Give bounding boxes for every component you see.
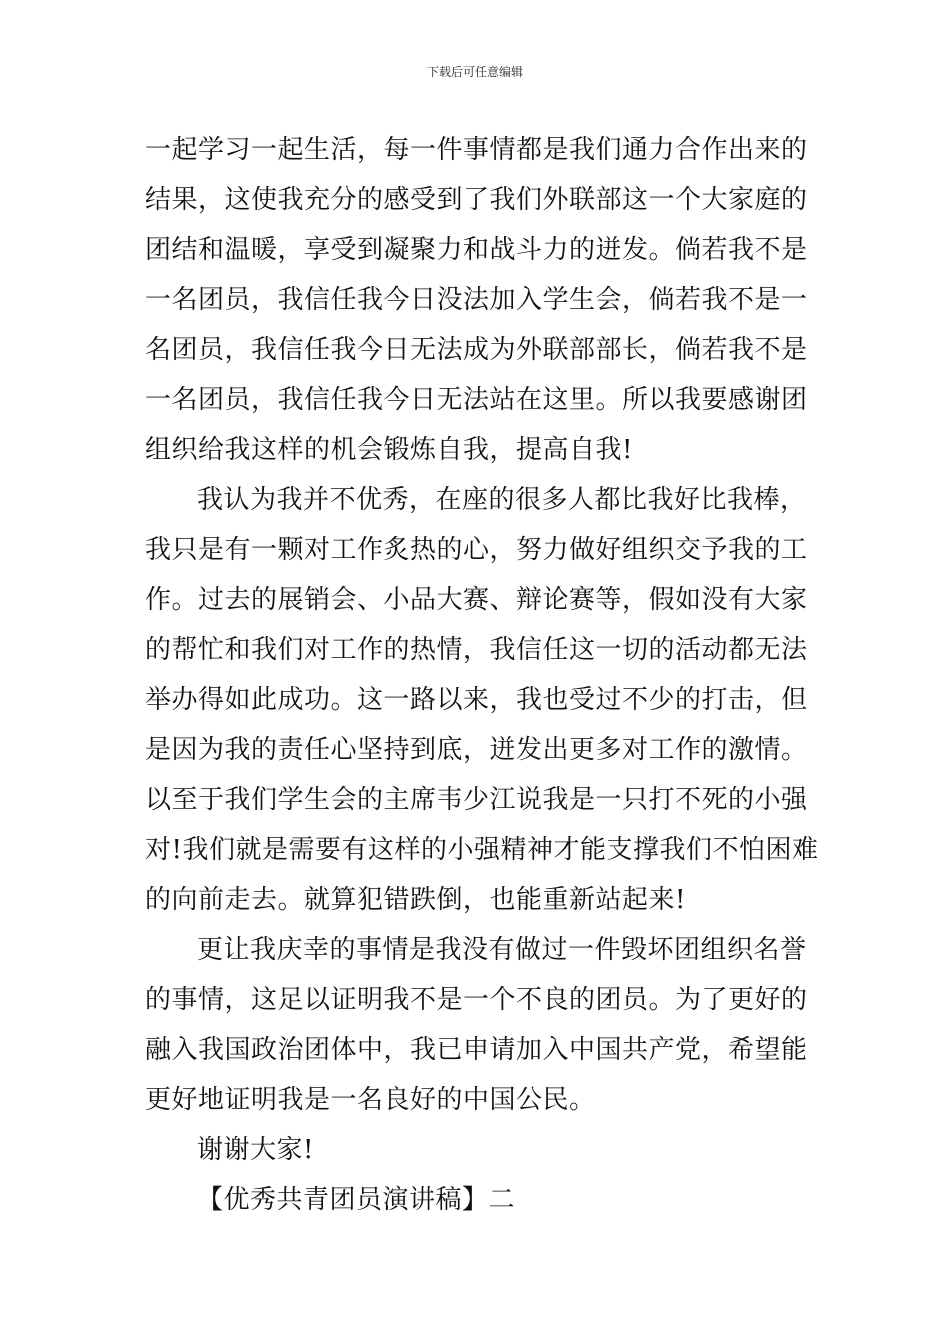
body-line: 融入我国政治团体中，我已申请加入中国共产党，希望能 [145,1035,808,1065]
body-line: 组织给我这样的机会锻炼自我，提高自我! [145,435,633,465]
thanks-line: 谢谢大家! [197,1135,314,1165]
document-body [145,125,819,1225]
body-line: 的帮忙和我们对工作的热情，我信任这一切的活动都无法 [145,635,808,665]
section-title: 【优秀共青团员演讲稿】二 [197,1185,516,1215]
body-line: 一名团员，我信任我今日没法加入学生会，倘若我不是一 [145,285,808,315]
body-line: 是因为我的责任心坚持到底，迸发出更多对工作的激情。 [145,735,808,765]
body-line: 团结和温暖，享受到凝聚力和战斗力的迸发。倘若我不是 [145,235,808,265]
body-line: 名团员，我信任我今日无法成为外联部部长，倘若我不是 [145,335,808,365]
body-line: 一名团员，我信任我今日无法站在这里。所以我要感谢团 [145,385,808,415]
body-line: 以至于我们学生会的主席韦少江说我是一只打不死的小强 [145,785,808,815]
body-line: 我只是有一颗对工作炙热的心，努力做好组织交予我的工 [145,535,808,565]
body-line: 举办得如此成功。这一路以来，我也受过不少的打击，但 [145,685,808,715]
body-line: 的事情，这足以证明我不是一个不良的团员。为了更好的 [145,985,808,1015]
body-line: 作。过去的展销会、小品大赛、辩论赛等，假如没有大家 [145,585,808,615]
body-line: 一起学习一起生活，每一件事情都是我们通力合作出来的 [145,135,808,165]
body-line: 的向前走去。就算犯错跌倒，也能重新站起来! [145,885,686,915]
body-line: 结果，这使我充分的感受到了我们外联部这一个大家庭的 [145,185,808,215]
body-line: 更好地证明我是一名良好的中国公民。 [145,1085,596,1115]
body-line: 对!我们就是需要有这样的小强精神才能支撑我们不怕困难 [145,835,819,865]
page-header: 下载后可任意编辑 [426,65,523,79]
paragraph-start-line: 我认为我并不优秀，在座的很多人都比我好比我棒， [197,485,807,515]
paragraph-start-line: 更让我庆幸的事情是我没有做过一件毁坏团组织名誉 [197,935,807,965]
